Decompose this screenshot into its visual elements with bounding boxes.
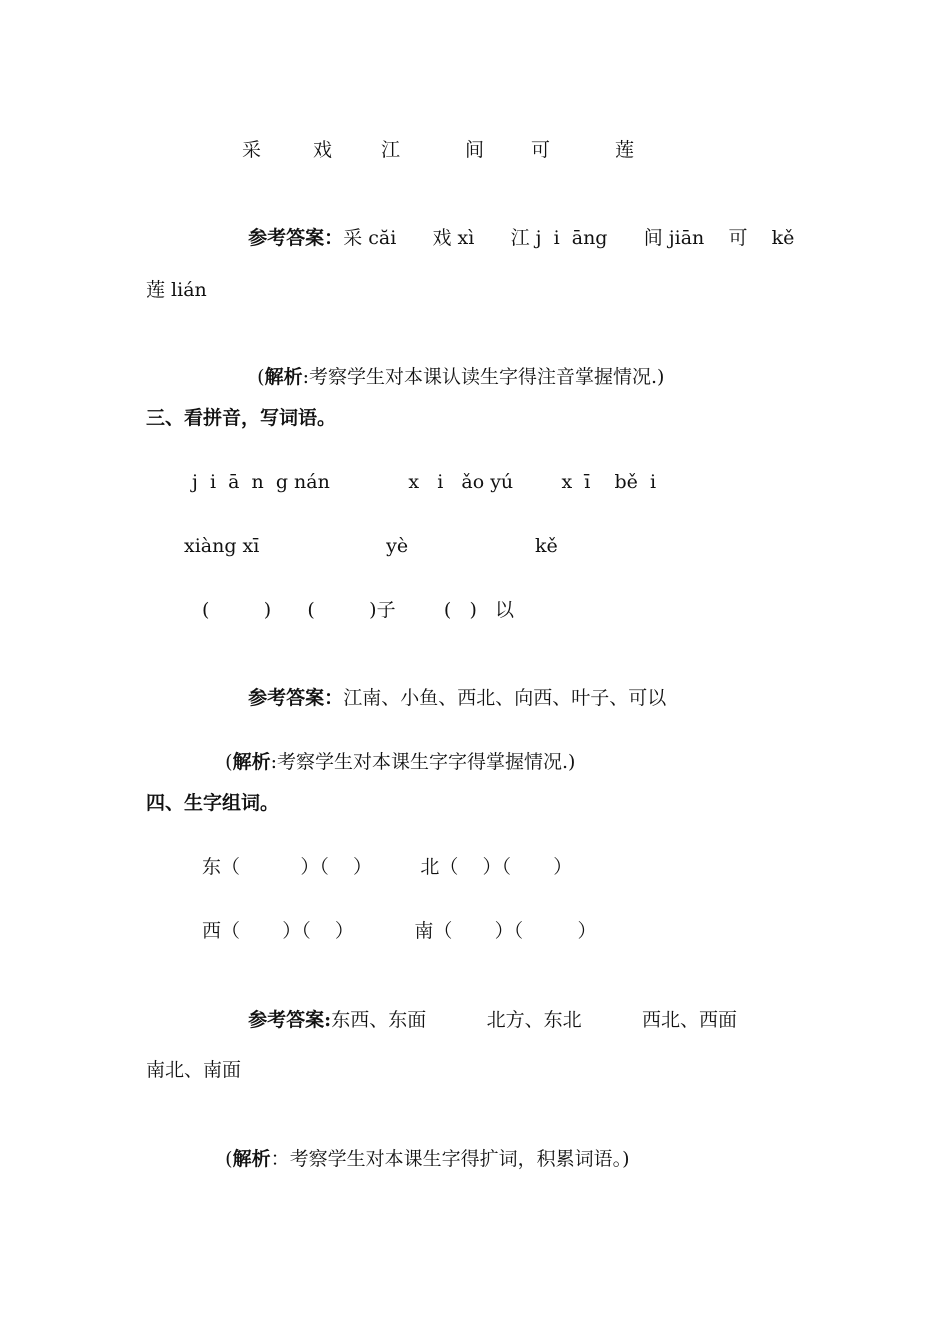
section-heading: 四、生字组词。	[146, 792, 280, 814]
analysis-label: 解析	[232, 1148, 271, 1170]
character-row	[0, 138, 950, 162]
analysis-text: :考察学生对本课认读生字得注音掌握情况.)	[302, 366, 665, 388]
answer-text: 采 căi 戏 xì 江 j i āng 间 jiān 可 kě	[343, 227, 795, 249]
analysis-open: (	[257, 366, 265, 388]
answer-label: 参考答案:	[248, 1009, 332, 1031]
section-heading: 三、看拼音，写词语。	[146, 407, 337, 429]
blanks-line: ( ) ( )子 ( ) 以	[202, 599, 514, 621]
pinyin-line: xiàng xī yè kě	[184, 535, 558, 557]
character: 采	[242, 139, 262, 161]
analysis-line	[201, 726, 575, 798]
answer-line	[224, 202, 794, 274]
word-row: 西（ ）（ ） 南（ ）（ ）	[202, 920, 597, 942]
analysis-text: :考察学生对本课生字字得掌握情况.)	[270, 751, 576, 773]
character: 可	[531, 139, 551, 161]
answer-line-continued: 南北、南面	[146, 1059, 242, 1081]
analysis-open: (	[225, 1148, 233, 1170]
character: 江	[381, 139, 401, 161]
word-row: 东（ ）（ ） 北（ ）（ ）	[202, 856, 573, 878]
answer-line	[224, 984, 737, 1056]
answer-label: 参考答案：	[248, 687, 344, 709]
character: 戏	[313, 139, 333, 161]
answer-label: 参考答案：	[248, 227, 344, 249]
analysis-open: (	[225, 751, 233, 773]
character: 莲	[615, 139, 635, 161]
analysis-label: 解析	[264, 366, 303, 388]
analysis-line	[233, 341, 664, 413]
answer-line	[224, 662, 666, 734]
analysis-text: ：考察学生对本课生字得扩词，积累词语。)	[270, 1148, 630, 1170]
analysis-label: 解析	[232, 751, 271, 773]
answer-line-continued: 莲 lián	[146, 279, 207, 301]
pinyin-line: j i ā n g nán x i ǎo yú x ī bě i	[192, 471, 657, 493]
answer-text: 东西、东面 北方、东北 西北、西面	[331, 1009, 737, 1031]
answer-text: 江南、小鱼、西北、向西、叶子、可以	[343, 687, 667, 709]
character: 间	[465, 139, 485, 161]
analysis-line	[201, 1123, 630, 1195]
